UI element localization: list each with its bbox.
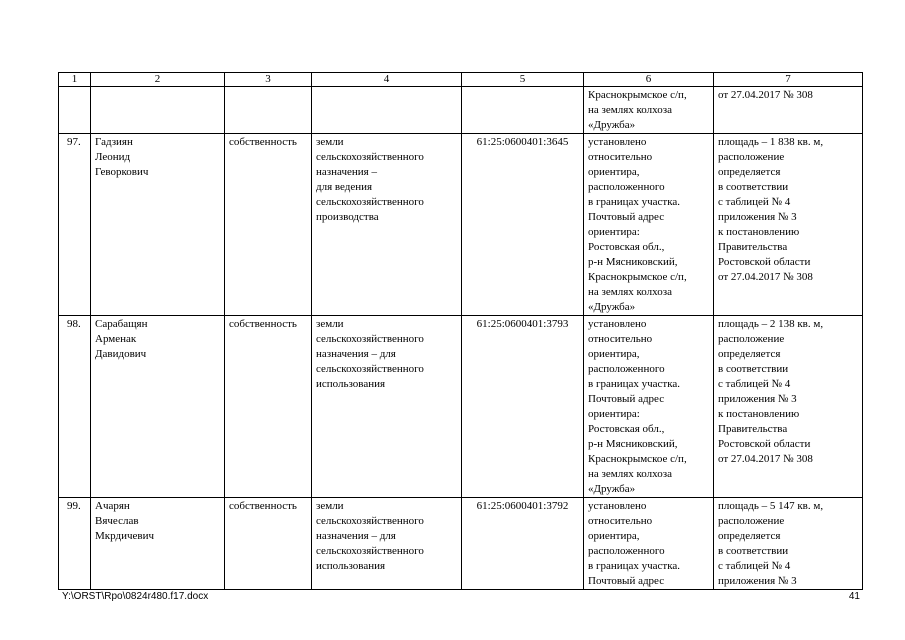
text-line: приложения № 3: [718, 393, 797, 405]
cell-number: 98.: [59, 316, 91, 498]
text-line: в соответствии: [718, 181, 789, 193]
text-line: в соответствии: [718, 363, 789, 375]
text-line: Краснокрымское с/п,: [588, 271, 687, 283]
text-line: использования: [316, 378, 386, 390]
header-col-5: 5: [462, 73, 584, 87]
cell-area: [714, 87, 863, 134]
text-line: Мкрдичевич: [95, 530, 154, 542]
header-col-1: 1: [59, 73, 91, 87]
cell-number: 99.: [59, 498, 91, 590]
text-line: с таблицей № 4: [718, 378, 791, 390]
cell-owner-name: [91, 134, 225, 316]
text-line: ориентира:: [588, 226, 640, 238]
text-line: на землях колхоза: [588, 468, 672, 480]
text-line: земли: [316, 136, 344, 148]
header-col-7: 7: [714, 73, 863, 87]
text-line: относительно: [588, 151, 653, 163]
text-line: «Дружба»: [588, 301, 636, 313]
text-line: площадь – 5 147 кв. м,: [718, 500, 824, 512]
cell-owner-name: [91, 498, 225, 590]
text-line: земли: [316, 318, 344, 330]
text-line: Почтовый адрес: [588, 211, 665, 223]
text-line: расположение: [718, 333, 785, 345]
header-row: [59, 73, 863, 87]
text-line: ориентира,: [588, 166, 640, 178]
cell-right-type: собственность: [225, 134, 312, 316]
text-line: от 27.04.2017 № 308: [718, 89, 813, 101]
cell-cadastral-number: [462, 87, 584, 134]
cell-location: [584, 87, 714, 134]
text-line: сельскохозяйственного: [316, 363, 424, 375]
text-line: Правительства: [718, 423, 788, 435]
text-line: назначения – для: [316, 530, 396, 542]
text-line: Леонид: [95, 151, 131, 163]
land-registry-table: [58, 72, 863, 590]
text-line: назначения –: [316, 166, 377, 178]
text-line: Почтовый адрес: [588, 393, 665, 405]
text-line: Ростовской области: [718, 256, 811, 268]
text-line: Ростовская обл.,: [588, 241, 665, 253]
text-line: Сарабащян: [95, 318, 148, 330]
text-line: в границах участка.: [588, 196, 681, 208]
text-line: сельскохозяйственного: [316, 545, 424, 557]
cell-cadastral-number: 61:25:0600401:3793: [462, 316, 584, 498]
text-line: определяется: [718, 166, 781, 178]
text-line: от 27.04.2017 № 308: [718, 271, 813, 283]
cell-location: [584, 498, 714, 590]
text-line: ориентира,: [588, 348, 640, 360]
text-line: площадь – 2 138 кв. м,: [718, 318, 824, 330]
text-line: на землях колхоза: [588, 104, 672, 116]
text-line: приложения № 3: [718, 575, 797, 587]
text-line: с таблицей № 4: [718, 196, 791, 208]
header-col-2: 2: [91, 73, 225, 87]
cell-area: [714, 134, 863, 316]
text-line: для ведения: [316, 181, 373, 193]
text-line: р-н Мясниковский,: [588, 438, 678, 450]
text-line: к постановлению: [718, 408, 800, 420]
text-line: сельскохозяйственного: [316, 333, 424, 345]
text-line: приложения № 3: [718, 211, 797, 223]
cell-owner-name: [91, 87, 225, 134]
text-line: Вячеслав: [95, 515, 139, 527]
text-line: р-н Мясниковский,: [588, 256, 678, 268]
cell-right-type: собственность: [225, 316, 312, 498]
text-line: расположенного: [588, 363, 665, 375]
text-line: Краснокрымское с/п,: [588, 453, 687, 465]
table-row: [59, 498, 863, 590]
cell-land-category: [312, 134, 462, 316]
text-line: Правительства: [718, 241, 788, 253]
text-line: с таблицей № 4: [718, 560, 791, 572]
text-line: установлено: [588, 500, 647, 512]
text-line: сельскохозяйственного: [316, 196, 424, 208]
text-line: площадь – 1 838 кв. м,: [718, 136, 824, 148]
text-line: Краснокрымское с/п,: [588, 89, 687, 101]
text-line: сельскохозяйственного: [316, 151, 424, 163]
cell-location: [584, 134, 714, 316]
text-line: Давидович: [95, 348, 147, 360]
text-line: расположение: [718, 515, 785, 527]
text-line: Ростовская обл.,: [588, 423, 665, 435]
text-line: в соответствии: [718, 545, 789, 557]
text-line: «Дружба»: [588, 119, 636, 131]
text-line: Почтовый адрес: [588, 575, 665, 587]
text-line: на землях колхоза: [588, 286, 672, 298]
text-line: Арменак: [95, 333, 137, 345]
continuation-row: [59, 87, 863, 134]
text-line: в границах участка.: [588, 560, 681, 572]
text-line: относительно: [588, 333, 653, 345]
text-line: в границах участка.: [588, 378, 681, 390]
text-line: ориентира:: [588, 408, 640, 420]
cell-land-category: [312, 498, 462, 590]
cell-land-category: [312, 316, 462, 498]
text-line: Геворкович: [95, 166, 149, 178]
text-line: расположение: [718, 151, 785, 163]
text-line: ориентира,: [588, 530, 640, 542]
text-line: Гадзиян: [95, 136, 133, 148]
header-col-4: 4: [312, 73, 462, 87]
text-line: земли: [316, 500, 344, 512]
text-line: сельскохозяйственного: [316, 515, 424, 527]
table-row: [59, 316, 863, 498]
text-line: установлено: [588, 136, 647, 148]
cell-right-type: собственность: [225, 498, 312, 590]
text-line: Ачарян: [95, 500, 130, 512]
footer-page-number: 41: [848, 591, 860, 602]
text-line: относительно: [588, 515, 653, 527]
text-line: к постановлению: [718, 226, 800, 238]
cell-location: [584, 316, 714, 498]
cell-area: [714, 316, 863, 498]
cell-cadastral-number: 61:25:0600401:3792: [462, 498, 584, 590]
cell-owner-name: [91, 316, 225, 498]
text-line: расположенного: [588, 545, 665, 557]
footer-file-path: Y:\ORST\Rpo\0824r480.f17.docx: [62, 591, 209, 602]
cell-cadastral-number: 61:25:0600401:3645: [462, 134, 584, 316]
text-line: производства: [316, 211, 379, 223]
text-line: от 27.04.2017 № 308: [718, 453, 813, 465]
cell-area: [714, 498, 863, 590]
text-line: использования: [316, 560, 386, 572]
text-line: расположенного: [588, 181, 665, 193]
text-line: определяется: [718, 530, 781, 542]
text-line: установлено: [588, 318, 647, 330]
text-line: Ростовской области: [718, 438, 811, 450]
cell-number: [59, 87, 91, 134]
text-line: «Дружба»: [588, 483, 636, 495]
cell-land-category: [312, 87, 462, 134]
text-line: определяется: [718, 348, 781, 360]
text-line: назначения – для: [316, 348, 396, 360]
cell-right-type: [225, 87, 312, 134]
cell-number: 97.: [59, 134, 91, 316]
header-col-3: 3: [225, 73, 312, 87]
table-row: [59, 134, 863, 316]
header-col-6: 6: [584, 73, 714, 87]
